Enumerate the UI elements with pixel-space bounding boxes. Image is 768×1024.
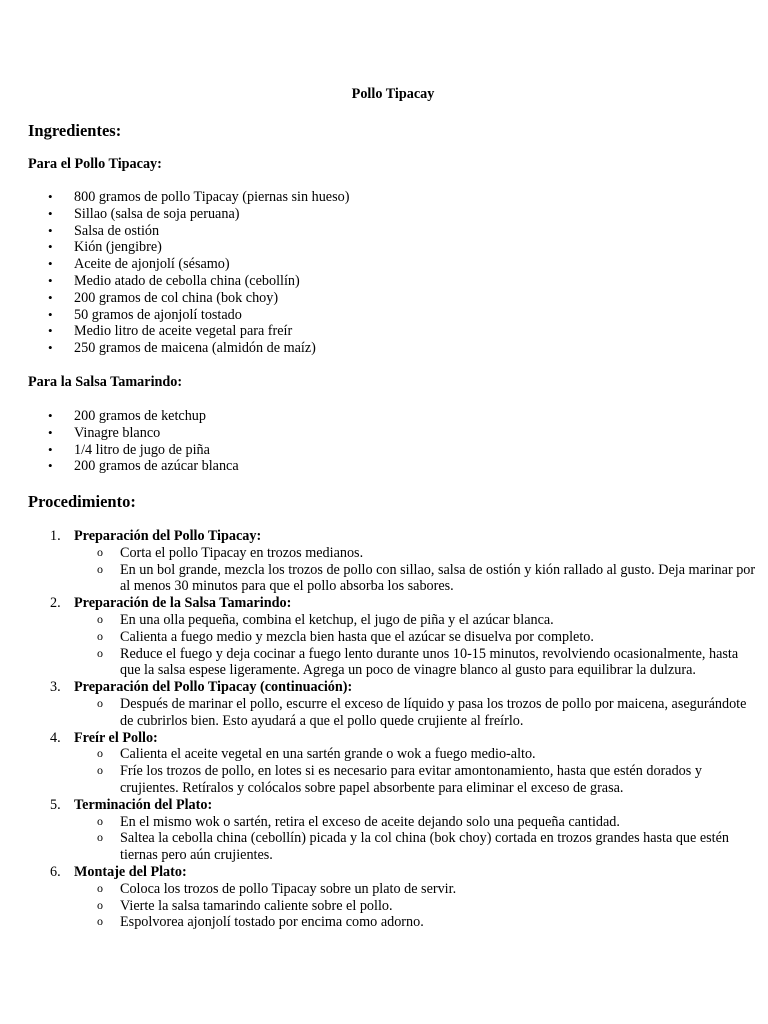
ingredients-heading: Ingredientes: (28, 121, 122, 140)
pollo-ingredient-item: • Aceite de ajonjolí (sésamo) (28, 256, 758, 273)
step-title: Preparación de la Salsa Tamarindo: (74, 595, 292, 612)
step-number: 6. (50, 863, 61, 880)
salsa-ingredient-item: • 1/4 litro de jugo de piña (28, 442, 758, 459)
step-substep: o Saltea la cebolla china (cebollín) picada y la col china (bok choy) cortada en trozos grandes hasta que estén tiernas pero aún crujientes. (74, 830, 758, 864)
document-title: Pollo Tipacay (351, 86, 435, 102)
step-title: Preparación del Pollo Tipacay (continuación): (74, 679, 353, 696)
step-substeps (74, 814, 758, 864)
pollo-ingredients-list (28, 189, 758, 357)
step-title: Preparación del Pollo Tipacay: (74, 528, 262, 544)
pollo-ingredient-item: • Medio litro de aceite vegetal para freír (28, 323, 758, 340)
step-number: 1. (50, 528, 61, 544)
salsa-ingredients-heading: Para la Salsa Tamarindo: (28, 374, 183, 390)
salsa-ingredient-item: • 200 gramos de ketchup (28, 408, 758, 425)
pollo-ingredient-item: • 250 gramos de maicena (almidón de maíz) (28, 340, 758, 357)
step-substep: o Coloca los trozos de pollo Tipacay sobre un plato de servir. (74, 881, 758, 898)
pollo-ingredient-item: • Sillao (salsa de soja peruana) (28, 206, 758, 223)
step-title: Montaje del Plato: (74, 863, 187, 880)
step-substep: o En el mismo wok o sartén, retira el exceso de aceite dejando solo una pequeña cantidad. (74, 814, 758, 831)
step-substep: o Vierte la salsa tamarindo caliente sobre el pollo. (74, 898, 758, 915)
procedure-step (28, 797, 758, 864)
step-number: 3. (50, 679, 61, 696)
step-substep: o Calienta a fuego medio y mezcla bien hasta que el azúcar se disuelva por completo. (74, 629, 758, 646)
step-title: Freír el Pollo: (74, 729, 158, 746)
step-number: 5. (50, 796, 61, 813)
procedure-heading: Procedimiento: (28, 492, 136, 511)
procedure-step (28, 679, 758, 729)
pollo-ingredient-item: • 800 gramos de pollo Tipacay (piernas sin hueso) (28, 189, 758, 206)
pollo-ingredient-item: • Salsa de ostión (28, 223, 758, 240)
step-substep: o Calienta el aceite vegetal en una sartén grande o wok a fuego medio-alto. (74, 746, 758, 763)
procedure-steps-list (28, 528, 758, 931)
pollo-ingredients-heading: Para el Pollo Tipacay: (28, 156, 162, 172)
pollo-ingredient-item: • 50 gramos de ajonjolí tostado (28, 307, 758, 324)
step-substep: o En una olla pequeña, combina el ketchup, el jugo de piña y el azúcar blanca. (74, 612, 758, 629)
step-substep: o Después de marinar el pollo, escurre el exceso de líquido y pasa los trozos de pollo por maicena, asegurándote de cubrirlos bien. Esto ayudará a que el pollo quede crujiente al freírlo. (74, 696, 758, 730)
procedure-step (28, 528, 758, 595)
step-substep: o Corta el pollo Tipacay en trozos medianos. (74, 545, 758, 562)
step-substeps (74, 881, 758, 931)
procedure-step (28, 730, 758, 797)
step-substeps (74, 746, 758, 796)
step-substep: o Fríe los trozos de pollo, en lotes si es necesario para evitar amontonamiento, hasta que estén dorados y crujientes. Retíralos y colócalos sobre papel absorbente para eliminar el exceso de grasa. (74, 763, 758, 797)
pollo-ingredient-item: • Kión (jengibre) (28, 239, 758, 256)
step-substeps (74, 696, 758, 730)
pollo-ingredient-item: • Medio atado de cebolla china (cebollín) (28, 273, 758, 290)
step-substep: o En un bol grande, mezcla los trozos de pollo con sillao, salsa de ostión y kión rallado al gusto. Deja marinar por al menos 30 minutos para que el pollo absorba los sabores. (74, 562, 758, 596)
step-substep: o Espolvorea ajonjolí tostado por encima como adorno. (74, 914, 758, 931)
procedure-step (28, 864, 758, 931)
salsa-ingredient-item: • Vinagre blanco (28, 425, 758, 442)
salsa-ingredient-item: • 200 gramos de azúcar blanca (28, 458, 758, 475)
step-number: 2. (50, 595, 61, 612)
step-substeps (74, 612, 758, 679)
step-substep: o Reduce el fuego y deja cocinar a fuego lento durante unos 10-15 minutos, revolviendo ocasionalmente, hasta que la salsa espese ligeramente. Agrega un poco de vinagre blanco al gusto para equilibrar la dulzura. (74, 646, 758, 680)
salsa-ingredients-list (28, 408, 758, 475)
pollo-ingredient-item: • 200 gramos de col china (bok choy) (28, 290, 758, 307)
step-number: 4. (50, 729, 61, 746)
step-title: Terminación del Plato: (74, 796, 213, 813)
step-substeps (74, 545, 758, 595)
procedure-step (28, 595, 758, 679)
